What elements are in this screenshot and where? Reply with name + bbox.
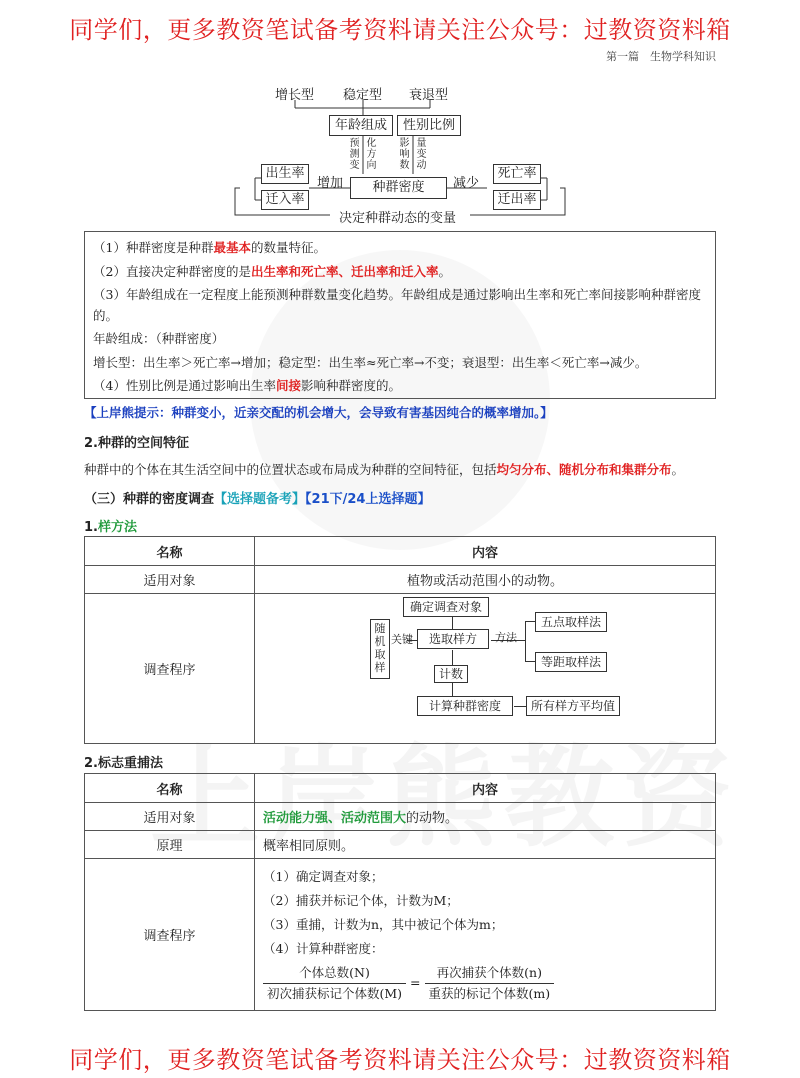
table-header-row (85, 537, 716, 566)
key-points-box (84, 231, 716, 399)
table-row (85, 859, 716, 1011)
sex-ratio-box: 性别比例 (397, 115, 461, 136)
col-name-header: 名称 (85, 537, 255, 566)
type-growth: 增长型 (275, 88, 315, 103)
method-1-heading (84, 516, 137, 535)
quadrat-flowchart (255, 595, 715, 743)
fraction-numerator: 个体总数(N) (263, 963, 406, 984)
procedure-step: （4）计算种群密度： (263, 941, 384, 956)
procedure-step: （2）捕获并标记个体，计数为M； (263, 893, 459, 908)
density-formula (263, 963, 707, 1004)
note-6 (93, 374, 707, 398)
fraction-left (263, 963, 406, 1004)
row-content-rest: 的动物。 (406, 811, 459, 826)
age-label-b: 化方向 (366, 138, 377, 171)
method-1-number: 1. (84, 520, 98, 535)
row-content: 概率相同原则。 (255, 831, 716, 859)
col-name-header: 名称 (85, 774, 255, 803)
method-1-name: 样方法 (97, 520, 137, 535)
row-content-highlight: 活动能力强、活动范围大 (263, 811, 407, 826)
flow-equal-distance: 等距取样法 (535, 652, 607, 672)
flow-line (452, 650, 453, 665)
note-1-end: 的数量特征。 (250, 240, 326, 255)
flow-line (514, 706, 526, 707)
section-2-end: 。 (671, 462, 685, 477)
method-2-heading: 2.标志重捕法 (84, 756, 163, 771)
section-3-title: （三）种群的密度调查 (84, 492, 215, 507)
flow-method-label: 方法 (495, 630, 517, 644)
row-label: 调查程序 (85, 594, 255, 744)
bottom-banner: 同学们，更多教资笔试备考资料请关注公众号：过教资资料箱 (69, 1046, 731, 1074)
note-6-highlight: 间接 (275, 378, 301, 393)
fraction-denominator: 重获的标记个体数(m) (428, 986, 551, 1001)
section-3-heading (84, 488, 430, 507)
decrease-label: 减少 (453, 176, 480, 191)
flow-average: 所有样方平均值 (526, 696, 620, 716)
note-6-text: （4）性别比例是通过影响出生率 (93, 378, 276, 393)
emigration-rate-box: 迁出率 (493, 190, 541, 210)
flow-random-sampling-label: 随机取样 (374, 621, 386, 674)
note-1-highlight: 最基本 (213, 240, 251, 255)
note-2 (93, 260, 707, 284)
procedure-step: （3）重捕，计数为n，其中被记个体为m； (263, 917, 504, 932)
section-3-exam-tag: 【21下/24上选择题】 (305, 492, 431, 507)
flow-five-point: 五点取样法 (535, 612, 607, 632)
quadrat-method-table (84, 536, 716, 744)
page-header: 第一篇 生物学科知识 (606, 50, 716, 63)
flow-key-label: 关键 (391, 632, 413, 646)
flow-select-quadrat: 选取样方 (417, 629, 489, 649)
note-5: 增长型：出生率＞死亡率→增加；稳定型：出生率≈死亡率→不变；衰退型：出生率＜死亡率→减少。 (93, 354, 648, 370)
table-row (85, 803, 716, 831)
table-row (85, 566, 716, 594)
note-6-end: 影响种群密度的。 (300, 378, 401, 393)
row-label: 原理 (85, 831, 255, 859)
row-content (255, 803, 716, 831)
flow-line (525, 621, 526, 661)
flow-count: 计数 (434, 665, 468, 683)
flow-line (525, 661, 535, 662)
increase-label: 增加 (317, 176, 344, 191)
sex-label-b: 量变动 (416, 138, 427, 171)
population-density-diagram (225, 78, 575, 228)
flow-line (452, 683, 453, 696)
note-2-text: （2）直接决定种群密度的是 (93, 263, 251, 279)
death-rate-box: 死亡率 (493, 164, 541, 184)
table-row (85, 594, 716, 744)
section-2-heading: 2.种群的空间特征 (84, 436, 189, 451)
note-4: 年龄组成：（种群密度） (93, 331, 225, 346)
row-content (255, 594, 716, 744)
population-density-box: 种群密度 (350, 177, 447, 199)
mark-recapture-table (84, 773, 716, 1011)
note-2-end: 。 (438, 263, 451, 279)
note-1-text: （1）种群密度是种群 (93, 240, 214, 255)
procedure-content (255, 859, 716, 1011)
table-header-row (85, 774, 716, 803)
flow-calc-density: 计算种群密度 (417, 696, 513, 716)
tip-text: 【上岸熊提示：种群变小，近亲交配的机会增大，会导致有害基因纯合的概率增加。】 (84, 405, 553, 420)
birth-rate-box: 出生率 (261, 164, 309, 184)
immigration-rate-box: 迁入率 (261, 190, 309, 210)
flow-determine-object: 确定调查对象 (403, 597, 489, 617)
section-2-highlight: 均匀分布、随机分布和集群分布 (496, 462, 672, 477)
table-row (85, 831, 716, 859)
note-3: （3）年龄组成在一定程度上能预测种群数量变化趋势。年龄组成是通过影响出生率和死亡率间接影响种群密度的。 (93, 287, 701, 323)
fraction-numerator: 再次捕获个体数(n) (425, 963, 555, 984)
age-label-a: 预测变 (349, 138, 360, 171)
flow-random-sampling (370, 619, 390, 679)
row-label: 适用对象 (85, 803, 255, 831)
type-decline: 衰退型 (409, 88, 449, 103)
dynamic-variable-label: 决定种群动态的变量 (336, 207, 459, 226)
col-content-header: 内容 (255, 774, 716, 803)
type-stable: 稳定型 (343, 88, 383, 103)
col-content-header: 内容 (255, 537, 716, 566)
note-2-highlight: 出生率和死亡率、迁出率和迁入率 (250, 263, 439, 279)
age-structure-box: 年龄组成 (329, 115, 393, 136)
flow-line (525, 621, 535, 622)
sex-label-a: 影响数 (399, 138, 410, 171)
top-banner: 同学们，更多教资笔试备考资料请关注公众号：过教资资料箱 (69, 16, 731, 44)
row-content: 植物或活动范围小的动物。 (255, 566, 716, 594)
equals-sign: = (410, 975, 421, 990)
fraction-right (425, 963, 555, 1004)
flow-line (452, 615, 453, 629)
procedure-step: （1）确定调查对象； (263, 869, 384, 884)
row-label: 适用对象 (85, 566, 255, 594)
section-2-body (84, 460, 684, 478)
row-label: 调查程序 (85, 859, 255, 1011)
fraction-denominator: 初次捕获标记个体数(M) (267, 986, 403, 1001)
section-2-text: 种群中的个体在其生活空间中的位置状态或布局成为种群的空间特征，包括 (84, 462, 497, 477)
note-1 (93, 236, 707, 260)
section-3-tag: 【选择题备考】 (214, 492, 306, 507)
